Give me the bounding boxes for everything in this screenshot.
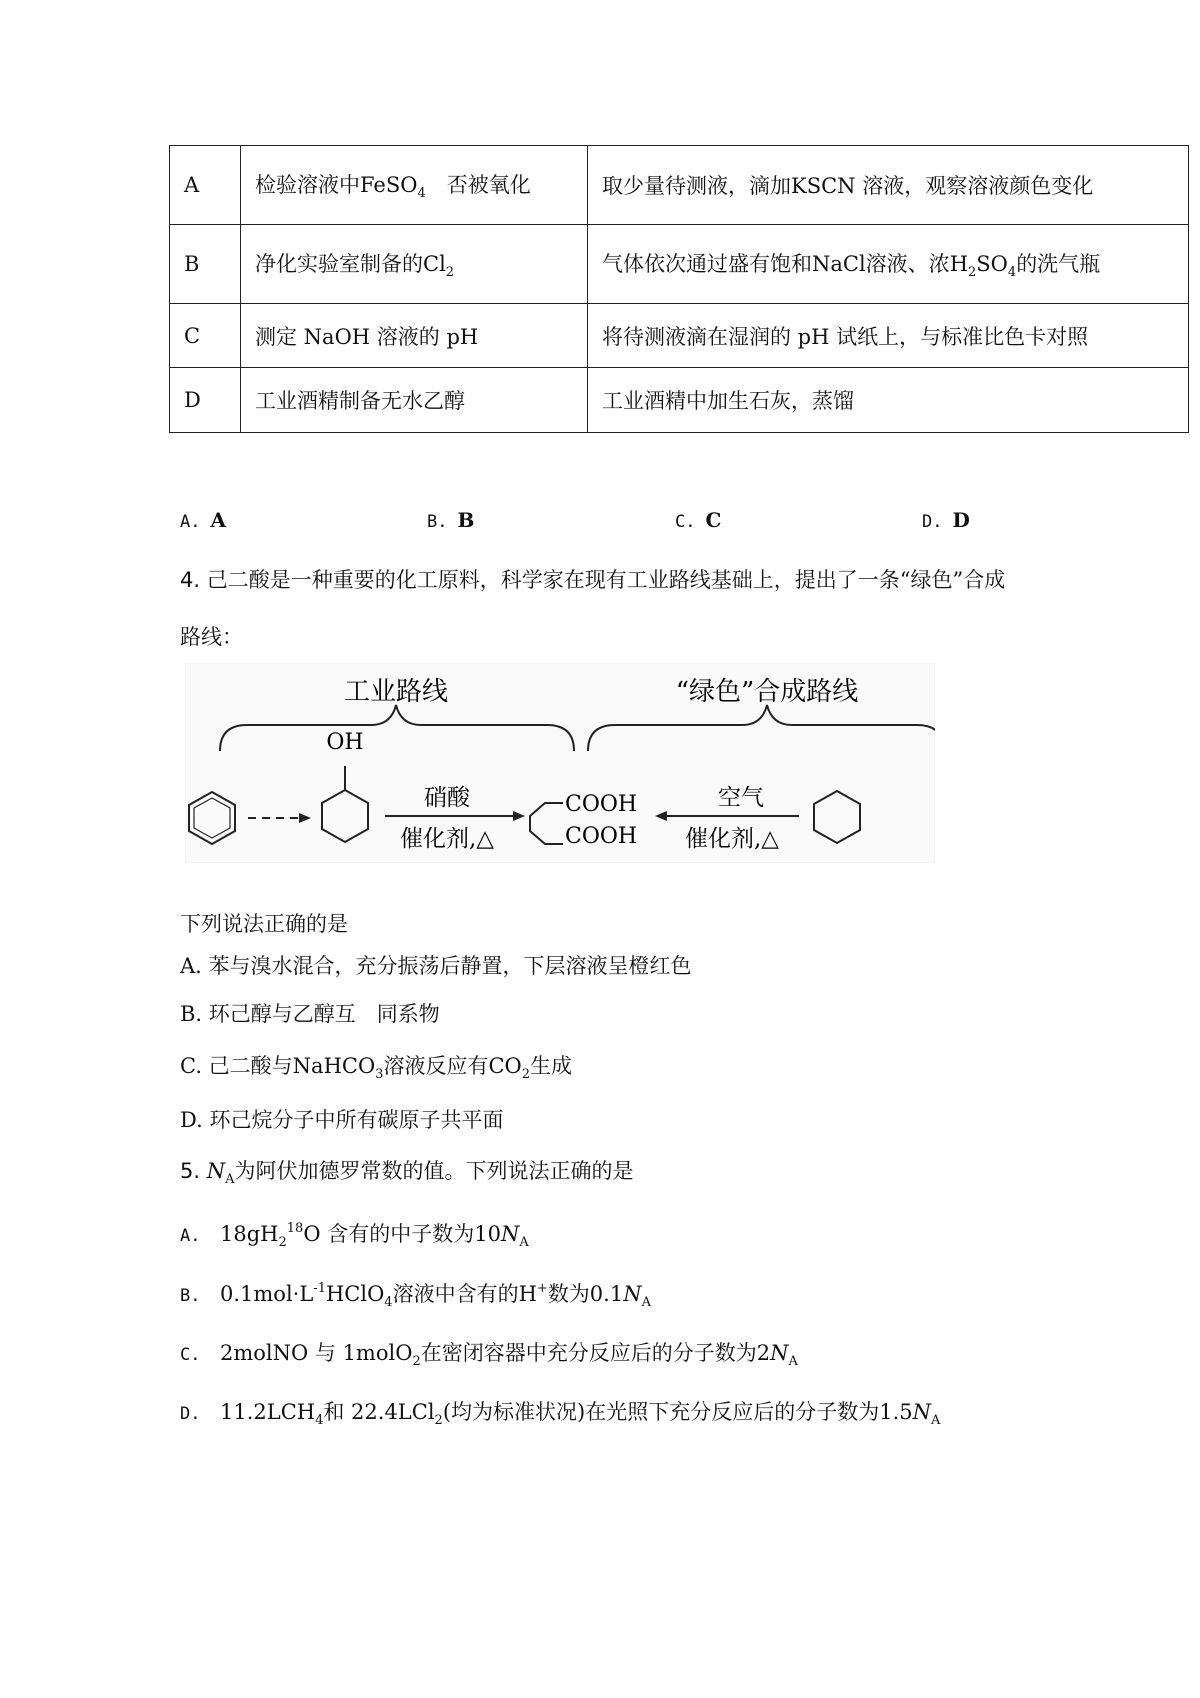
row-label: C — [170, 304, 241, 368]
table-row — [170, 225, 1189, 304]
row-purpose: 净化实验室制备的$Cl_2$ — [241, 225, 588, 304]
row-purpose: 检验溶液中FeSO$_4$ 否被氧化 — [241, 146, 588, 225]
q5-option-d[interactable]: D. $11.2LCH_4$和 22.4LCl$_2$(均为标准状况)在光照下充分反应后的分子数为$1.5N_A$ — [180, 1400, 941, 1428]
label-green-route: “绿色”合成路线 — [675, 677, 859, 707]
q4-option-d[interactable]: D. 环己烷分子中所有碳原子共平面 — [180, 1108, 504, 1132]
table-row — [170, 146, 1189, 225]
table-row — [170, 368, 1189, 433]
q3-choices — [180, 508, 1080, 538]
choice-c[interactable]: C. C — [675, 508, 722, 532]
row-label: B — [170, 225, 241, 304]
q5-option-b[interactable]: B. $0.1mol\cdot L^{-1}HClO_4$溶液中含有的H+数为$0.1N_A$ — [180, 1281, 651, 1310]
q4-option-a[interactable]: A. 苯与溴水混合，充分振荡后静置，下层溶液呈橙红色 — [180, 954, 692, 978]
label-industrial-route: 工业路线 — [343, 677, 449, 707]
cooh-label-bottom: COOH — [565, 824, 638, 849]
reagent-air: 空气 — [718, 785, 764, 811]
q5-stem: 5. $N_A$为阿伏加德罗常数的值。下列说法正确的是 — [180, 1159, 634, 1187]
q5-option-a[interactable]: A. $18gH_2^{18}O$ 含有的中子数为$10N_A$ — [180, 1221, 529, 1250]
row-purpose: 工业酒精制备无水乙醇 — [241, 368, 588, 433]
q4-prompt: 下列说法正确的是 — [180, 912, 348, 936]
q4-stem-line1: 4. 己二酸是一种重要的化工原料，科学家在现有工业路线基础上，提出了一条“绿色”合成 — [180, 568, 1006, 592]
row-label: A — [170, 146, 241, 225]
choice-a[interactable]: A. A — [180, 508, 227, 532]
row-label: D — [170, 368, 241, 433]
q5-option-c[interactable]: C. 2molNO 与 1molO$_2$在密闭容器中充分反应后的分子数为$2N_A$ — [180, 1341, 798, 1369]
row-operation: 气体依次通过盛有饱和NaCl溶液、浓$H_2SO_4$的洗气瓶 — [588, 225, 1189, 304]
cooh-label-top: COOH — [565, 792, 638, 817]
reagent-nitric-acid: 硝酸 — [424, 785, 470, 811]
reagent-catalyst-1: 催化剂,△ — [400, 826, 494, 852]
choice-d[interactable]: D. D — [922, 508, 970, 532]
oh-label: OH — [326, 730, 364, 755]
row-operation: 工业酒精中加生石灰，蒸馏 — [588, 368, 1189, 433]
reagent-catalyst-2: 催化剂,△ — [685, 826, 779, 852]
row-operation: 将待测液滴在湿润的 pH 试纸上，与标准比色卡对照 — [588, 304, 1189, 368]
q4-option-c[interactable]: C. 己二酸与NaHCO$_3$溶液反应有$CO_2$生成 — [180, 1054, 573, 1082]
q4-stem-line2: 路线： — [180, 625, 243, 649]
q4-option-b[interactable]: B. 环己醇与乙醇互 同系物 — [180, 1002, 440, 1026]
synthesis-route-diagram — [185, 663, 935, 863]
row-purpose: 测定 NaOH 溶液的 pH — [241, 304, 588, 368]
table-row — [170, 304, 1189, 368]
row-operation: 取少量待测液，滴加KSCN 溶液，观察溶液颜色变化 — [588, 146, 1189, 225]
choice-b[interactable]: B. B — [427, 508, 475, 532]
experiment-table — [169, 145, 1189, 433]
synthesis-route-svg — [185, 663, 935, 863]
